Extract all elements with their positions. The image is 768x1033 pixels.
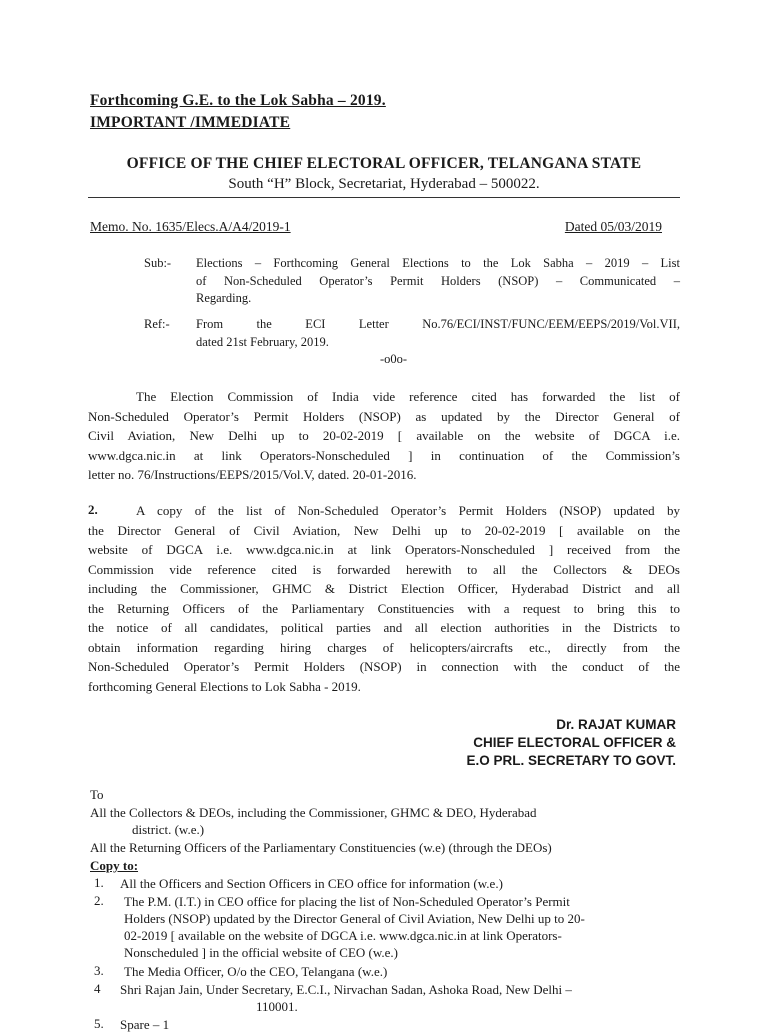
to-line-3: All the Returning Officers of the Parliamentary Constituencies (w.e) (through the DEOs) (90, 840, 552, 855)
copy-to-label: Copy to: (90, 858, 139, 873)
header-line-1: Forthcoming G.E. to the Lok Sabha – 2019. (90, 92, 386, 109)
header-line-2: IMPORTANT /IMMEDIATE (90, 114, 291, 131)
signatory-designation-1: CHIEF ELECTORAL OFFICER & (473, 735, 676, 750)
subject-line: Elections – Forthcoming General Elections to the Lok Sabha – 2019 – List (196, 256, 680, 270)
header-divider (88, 197, 680, 198)
paragraph-1-line: The Election Commission of India vide reference cited has forwarded the list of (136, 389, 680, 404)
separator: -o0o- (380, 352, 408, 366)
subject-text (196, 255, 680, 308)
paragraph-2-line: website of DGCA i.e. www.dgca.nic.in at link Operators-Nonscheduled ] received from the (88, 542, 680, 557)
paragraph-2-line: Non-Scheduled Operator’s Permit Holders (NSOP) in connection with the conduct of the (88, 659, 680, 674)
reference-text (196, 316, 680, 351)
paragraph-2-line: the notice of all candidates, political parties and all election authorities in the Districts to (88, 620, 680, 635)
copy-item-line: Holders (NSOP) updated by the Director General of Civil Aviation, New Delhi up to 20- (124, 911, 585, 926)
copy-item-line: The P.M. (I.T.) in CEO office for placing the list of Non-Scheduled Operator’s Permit (124, 894, 570, 909)
paragraph-2-line: obtain information regarding hiring charges of helicopters/aircrafts etc., directly from the (88, 639, 680, 655)
paragraph-2-line: Commission vide reference cited is forwarded herewith to all the Collectors & DEOs (88, 561, 680, 577)
paragraph-2-number: 2. (88, 502, 98, 517)
office-title: OFFICE OF THE CHIEF ELECTORAL OFFICER, TELANGANA STATE (126, 155, 642, 172)
paragraph-2-line: A copy of the list of Non-Scheduled Operator’s Permit Holders (NSOP) updated by (136, 503, 680, 518)
copy-item-line: Shri Rajan Jain, Under Secretary, E.C.I., Nirvachan Sadan, Ashoka Road, New Delhi – (120, 982, 572, 997)
to-label: To (90, 787, 104, 802)
paragraph-2-line: including the Commissioner, GHMC & District Election Officer, Hyderabad District and all (88, 581, 680, 596)
paragraph-2-line: forthcoming General Elections to Lok Sabha - 2019. (88, 678, 361, 694)
reference-line: dated 21st February, 2019. (196, 334, 329, 349)
memo-number: Memo. No. 1635/Elecs.A/A4/2019-1 (90, 219, 291, 234)
reference-line: From the ECI Letter No.76/ECI/INST/FUNC/EEM/EEPS/2019/Vol.VII, (196, 317, 680, 331)
copy-item-line: 110001. (256, 999, 298, 1014)
to-line-1: All the Collectors & DEOs, including the Commissioner, GHMC & DEO, Hyderabad (90, 805, 537, 820)
memo-date: Dated 05/03/2019 (564, 219, 662, 234)
paragraph-2 (88, 501, 680, 696)
paragraph-2-line: the Director General of Civil Aviation, New Delhi up to 20-02-2019 [ available on the (88, 522, 680, 538)
paragraph-1-line: Non-Scheduled Operator’s Permit Holders (NSOP) as updated by the Director General of (88, 408, 680, 424)
signatory-name: Dr. RAJAT KUMAR (556, 717, 676, 732)
paragraph-2-line: the Returning Officers of the Parliamentary Constituencies with a request to bring this to (88, 600, 680, 616)
paragraph-1-line: Civil Aviation, New Delhi up to 20-02-2019 [ available on the website of DGCA i.e. (88, 428, 680, 443)
copy-item-line: Spare – 1 (120, 1017, 170, 1032)
copy-item-number: 2. (94, 893, 104, 908)
copy-item-number: 4 (94, 981, 101, 996)
copy-item-number: 3. (94, 963, 104, 978)
subject-line: of Non-Scheduled Operator’s Permit Holders (NSOP) – Communicated – (196, 273, 680, 288)
copy-item-line: Nonscheduled ] in the official website of CEO (w.e.) (124, 945, 399, 960)
signatory-designation-2: E.O PRL. SECRETARY TO GOVT. (466, 753, 676, 768)
subject-line: Regarding. (196, 291, 252, 305)
copy-item-number: 1. (94, 875, 104, 890)
paragraph-1 (88, 387, 680, 485)
reference-label: Ref:- (144, 317, 170, 331)
copy-item-line: The Media Officer, O/o the CEO, Telangana (w.e.) (124, 964, 388, 979)
copy-item-line: 02-2019 [ available on the website of DGCA i.e. www.dgca.nic.in at link Operators- (124, 928, 562, 943)
copy-item-line: All the Officers and Section Officers in CEO office for information (w.e.) (120, 876, 503, 891)
office-address: South “H” Block, Secretariat, Hyderabad – 500022. (228, 176, 540, 192)
subject-label: Sub:- (144, 256, 172, 270)
signature-block (466, 716, 676, 770)
copy-item-number: 5. (94, 1016, 104, 1031)
to-line-2: district. (w.e.) (132, 822, 205, 837)
paragraph-1-line: letter no. 76/Instructions/EEPS/2015/Vol.V, dated. 20-01-2016. (88, 467, 417, 482)
paragraph-1-line: www.dgca.nic.in at link Operators-Nonscheduled ] in continuation of the Commission’s (88, 447, 680, 463)
